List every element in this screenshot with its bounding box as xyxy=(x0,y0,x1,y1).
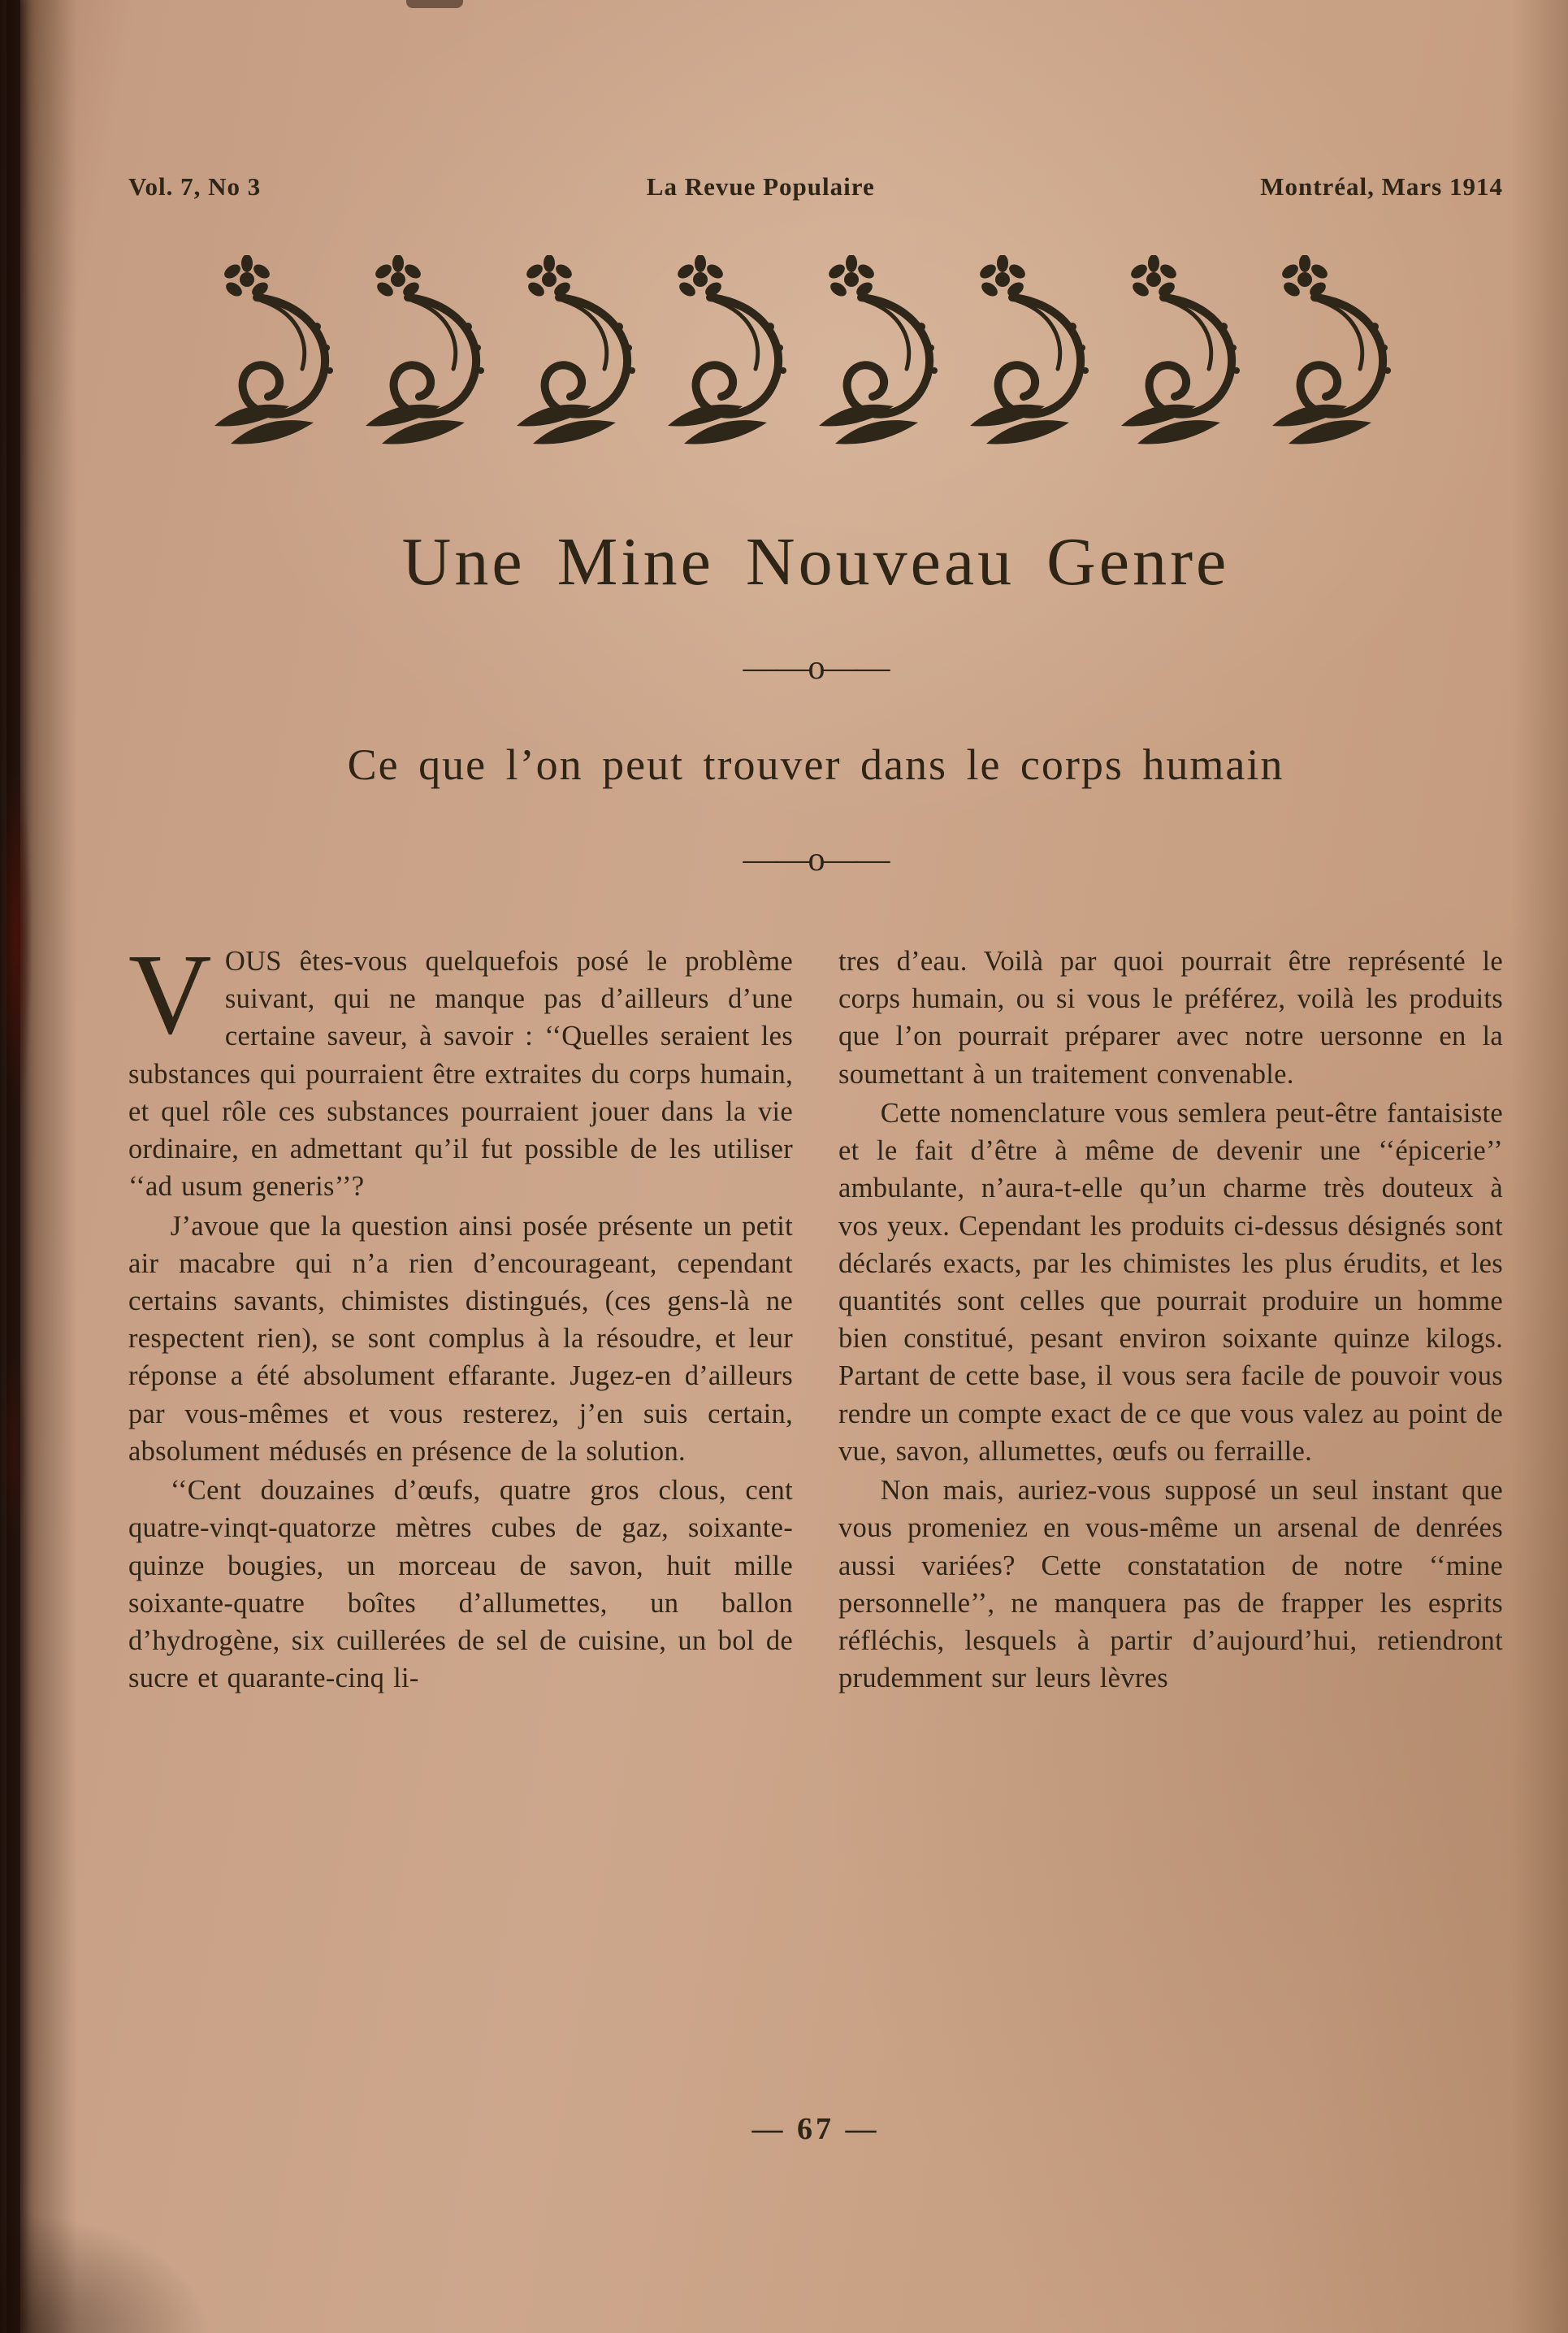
page-content xyxy=(128,172,1503,1697)
gutter-stain xyxy=(0,764,32,1113)
paragraph: Non mais, auriez-vous supposé un seul instant que vous promeniez en vous-même un arsenal de denrées aussi variées? Cette constatation de notre ‘‘mine personnelle’’, ne manquera pas de frapper les esprits réfléchis, lesquels à partir d’aujourd’hui, retiendront prudemment sur leurs lèvres xyxy=(838,1475,1503,1694)
gutter-stain xyxy=(2,1341,26,1552)
page-curl-shade xyxy=(1511,0,1568,2333)
article-title: Une Mine Nouveau Genre xyxy=(401,524,1230,600)
issue-date: Montréal, Mars 1914 xyxy=(1260,172,1503,201)
dropcap-letter: V xyxy=(128,930,212,1058)
left-column xyxy=(128,930,793,1697)
article-body xyxy=(128,930,1503,1697)
article-subtitle: Ce que l’on peut trouver dans le corps humain xyxy=(347,740,1284,789)
paragraph-text: OUS êtes-vous quelquefois posé le problème suivant, qui ne manque pas d’ailleurs d’une certaine saveur, à savoir : ‘‘Quelles seraient les substances qui pourraient être extraites du corps humain, et quel rôle ces substances pourraient jouer dans la vie ordinaire, en admettant qu’il fut possible de les utiliser ‘‘ad usum generis’’? xyxy=(128,946,793,1203)
floral-scroll-ornament-icon xyxy=(214,255,1417,466)
page-number: — 67 — xyxy=(752,2112,880,2146)
paragraph: J’avoue que la question ainsi posée présente un petit air macabre qui n’a rien d’encourageant, cependant certains savants, chimistes distingués, (ces gens-là ne respectent rien), se sont complus à la résoudre, et leur réponse a été absolument effarante. Jugez-en d’ailleurs par vous-mêmes et vous resterez, j’en suis certain, absolument médusés en présence de la solution. xyxy=(128,1210,793,1467)
paragraph xyxy=(128,930,793,1206)
volume-number: Vol. 7, No 3 xyxy=(128,172,262,201)
paragraph: tres d’eau. Voilà par quoi pourrait être représenté le corps humain, ou si vous le préférez, voilà les produits que l’on pourrait préparer avec notre uersonne en la soumettant à un traitement convenable. xyxy=(838,946,1503,1090)
corner-shadow xyxy=(0,2211,211,2333)
ornament-band-wrap xyxy=(128,255,1503,471)
binding-dark-strip xyxy=(6,0,20,2333)
top-edge-mark xyxy=(406,0,463,8)
paragraph: Cette nomenclature vous semlera peut-être fantaisiste et le fait d’être à même de devenir une ‘‘épicerie’’ ambulante, n’aura-t-elle qu’un charme très douteux à vos yeux. Cependant les produits ci-dessus désignés sont déclarés exacts, par les chimistes les plus érudits, et les quantités sont celles que pourrait produire un homme bien constitué, pesant environ soixante quinze kilogs. Partant de cette base, il vous sera facile de pouvoir vous rendre un compte exact de ce que vous valez au point de vue, savon, allumettes, œufs ou ferraille. xyxy=(838,1097,1503,1467)
right-column xyxy=(838,943,1503,1697)
paragraph: ‘‘Cent douzaines d’œufs, quatre gros clous, cent quatre-vinqt-quatorze mètres cubes de gaz, soixante-quinze bougies, un morceau de savon, huit mille soixante-quatre boîtes d’allumettes, un ballon d’hydrogène, six cuillerées de sel de cuisine, un bol de sucre et quarante-cinq li- xyxy=(128,1475,793,1694)
section-divider: ——o—— xyxy=(743,841,889,878)
section-divider: ——o—— xyxy=(743,649,889,687)
masthead xyxy=(128,172,1503,202)
magazine-title: La Revue Populaire xyxy=(646,172,875,201)
